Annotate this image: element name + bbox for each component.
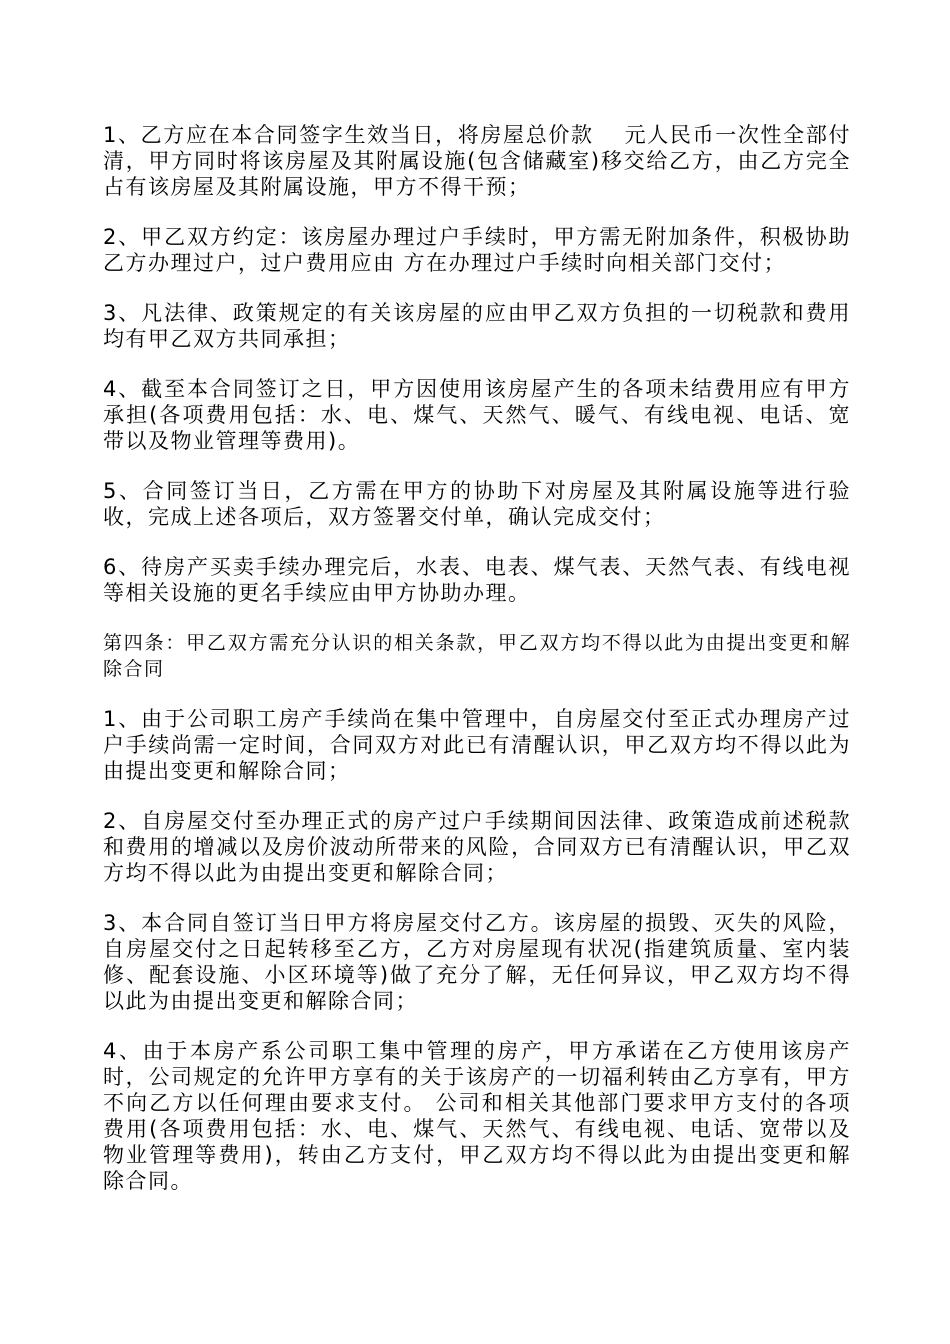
clause-4-item-3: 3、本合同自签订当日甲方将房屋交付乙方。该房屋的损毁、灭失的风险，自房屋交付之日起转移至乙方，乙方对房屋现有状况(指建筑质量、室内装修、配套设施、小区环境等)做了充分了解，无任何异议，甲乙双方均不得以此为由提出变更和解除合同； bbox=[103, 911, 851, 1013]
clause-4-item-4: 4、由于本房产系公司职工集中管理的房产，甲方承诺在乙方使用该房产时，公司规定的允许甲方享有的关于该房产的一切福利转由乙方享有，甲方不向乙方以任何理由要求支付。 公司和相关其他部门要求甲方支付的各项费用(各项费用包括：水、电、煤气、天然气、有线电视、电话、宽带以及物业管理等费用)，转由乙方支付，甲乙双方均不得以此为由提出变更和解除合同。 bbox=[103, 1039, 851, 1193]
clause-3-item-6: 6、待房产买卖手续办理完后，水表、电表、煤气表、天然气表、有线电视等相关设施的更名手续应由甲方协助办理。 bbox=[103, 555, 851, 605]
clause-3-item-3: 3、凡法律、政策规定的有关该房屋的应由甲乙双方负担的一切税款和费用均有甲乙双方共同承担； bbox=[103, 301, 851, 351]
clause-3-item-2: 2、甲乙双方约定：该房屋办理过户手续时，甲方需无附加条件，积极协助乙方办理过户，过户费用应由 方在办理过户手续时向相关部门交付； bbox=[103, 225, 851, 275]
article-four-heading: 第四条：甲乙双方需充分认识的相关条款，甲乙双方均不得以此为由提出变更和解除合同 bbox=[103, 632, 851, 680]
clause-4-item-2: 2、自房屋交付至办理正式的房产过户手续期间因法律、政策造成前述税款和费用的增减以及房价波动所带来的风险，合同双方已有清醒认识，甲乙双方均不得以此为由提出变更和解除合同； bbox=[103, 809, 851, 885]
contract-page bbox=[103, 122, 851, 1218]
clause-3-item-4: 4、截至本合同签订之日，甲方因使用该房屋产生的各项未结费用应有甲方承担(各项费用包括：水、电、煤气、天然气、暖气、有线电视、电话、宽带以及物业管理等费用)。 bbox=[103, 377, 851, 453]
clause-4-item-1: 1、由于公司职工房产手续尚在集中管理中，自房屋交付至正式办理房产过户手续尚需一定时间，合同双方对此已有清醒认识，甲乙双方均不得以此为由提出变更和解除合同； bbox=[103, 707, 851, 783]
clause-3-item-5: 5、合同签订当日，乙方需在甲方的协助下对房屋及其附属设施等进行验收，完成上述各项后，双方签署交付单，确认完成交付； bbox=[103, 479, 851, 529]
clause-3-item-1: 1、乙方应在本合同签字生效当日，将房屋总价款 元人民币一次性全部付清，甲方同时将该房屋及其附属设施(包含储藏室)移交给乙方，由乙方完全占有该房屋及其附属设施，甲方不得干预； bbox=[103, 123, 851, 199]
